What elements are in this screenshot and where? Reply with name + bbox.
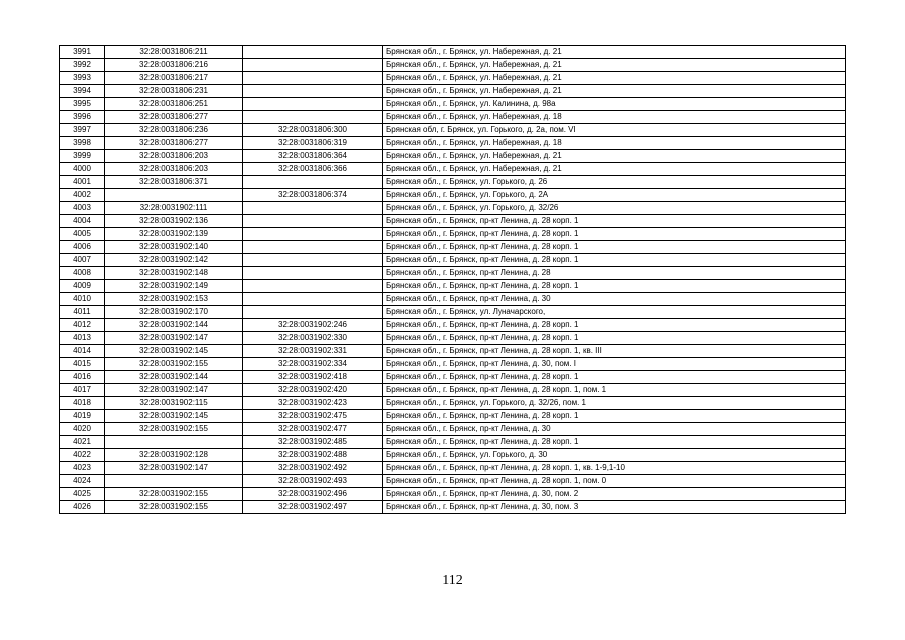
- table-row: [60, 111, 846, 124]
- table-row: [60, 137, 846, 150]
- cadastral-number-cell: 32:28:0031902:155: [105, 423, 243, 436]
- row-number-cell: 4003: [60, 202, 105, 215]
- address-cell: Брянская обл., г. Брянск, пр-кт Ленина, д. 28 корп. 1: [383, 319, 846, 332]
- premises-cadastral-number-cell: [243, 85, 383, 98]
- row-number-cell: 4011: [60, 306, 105, 319]
- address-cell: Брянская обл., г. Брянск, ул. Набережная, д. 18: [383, 137, 846, 150]
- cadastral-number-cell: 32:28:0031902:140: [105, 241, 243, 254]
- address-cell: Брянская обл., г. Брянск, пр-кт Ленина, д. 28 корп. 1: [383, 228, 846, 241]
- table-row: [60, 384, 846, 397]
- address-cell: Брянская обл., г. Брянск, ул. Калинина, д. 98а: [383, 98, 846, 111]
- cadastral-number-cell: 32:28:0031806:203: [105, 150, 243, 163]
- cadastral-number-cell: 32:28:0031806:231: [105, 85, 243, 98]
- cadastral-number-cell: [105, 475, 243, 488]
- address-cell: Брянская обл., г. Брянск, ул. Горького, д. 32/26, пом. 1: [383, 397, 846, 410]
- cadastral-number-cell: 32:28:0031902:147: [105, 384, 243, 397]
- premises-cadastral-number-cell: 32:28:0031902:488: [243, 449, 383, 462]
- row-number-cell: 4019: [60, 410, 105, 423]
- row-number-cell: 4008: [60, 267, 105, 280]
- premises-cadastral-number-cell: [243, 254, 383, 267]
- table-row: [60, 215, 846, 228]
- address-cell: Брянская обл., г. Брянск, ул. Набережная, д. 21: [383, 163, 846, 176]
- cadastral-number-cell: 32:28:0031902:145: [105, 345, 243, 358]
- row-number-cell: 3992: [60, 59, 105, 72]
- cadastral-number-cell: 32:28:0031902:155: [105, 501, 243, 514]
- address-cell: Брянская обл., г. Брянск, ул. Набережная, д. 21: [383, 59, 846, 72]
- cadastral-number-cell: 32:28:0031806:371: [105, 176, 243, 189]
- premises-cadastral-number-cell: [243, 59, 383, 72]
- cadastral-number-cell: 32:28:0031902:144: [105, 319, 243, 332]
- row-number-cell: 4004: [60, 215, 105, 228]
- row-number-cell: 4002: [60, 189, 105, 202]
- row-number-cell: 3993: [60, 72, 105, 85]
- premises-cadastral-number-cell: 32:28:0031806:319: [243, 137, 383, 150]
- table-row: [60, 410, 846, 423]
- address-cell: Брянская обл., г. Брянск, пр-кт Ленина, д. 30: [383, 423, 846, 436]
- premises-cadastral-number-cell: [243, 306, 383, 319]
- cadastral-number-cell: 32:28:0031806:277: [105, 137, 243, 150]
- row-number-cell: 4025: [60, 488, 105, 501]
- row-number-cell: 4020: [60, 423, 105, 436]
- page-number: 112: [442, 573, 463, 588]
- premises-cadastral-number-cell: [243, 202, 383, 215]
- table-row: [60, 436, 846, 449]
- premises-cadastral-number-cell: 32:28:0031902:497: [243, 501, 383, 514]
- row-number-cell: 4005: [60, 228, 105, 241]
- cadastral-number-cell: 32:28:0031902:139: [105, 228, 243, 241]
- table-row: [60, 176, 846, 189]
- table-row: [60, 488, 846, 501]
- premises-cadastral-number-cell: [243, 215, 383, 228]
- table-row: [60, 462, 846, 475]
- cadastral-number-cell: 32:28:0031902:149: [105, 280, 243, 293]
- premises-cadastral-number-cell: [243, 228, 383, 241]
- row-number-cell: 4000: [60, 163, 105, 176]
- row-number-cell: 4014: [60, 345, 105, 358]
- premises-cadastral-number-cell: 32:28:0031902:331: [243, 345, 383, 358]
- address-cell: Брянская обл., г. Брянск, ул. Набережная, д. 21: [383, 46, 846, 59]
- premises-cadastral-number-cell: 32:28:0031902:330: [243, 332, 383, 345]
- row-number-cell: 4013: [60, 332, 105, 345]
- row-number-cell: 4017: [60, 384, 105, 397]
- row-number-cell: 3998: [60, 137, 105, 150]
- premises-cadastral-number-cell: [243, 111, 383, 124]
- table-row: [60, 189, 846, 202]
- table-row: [60, 267, 846, 280]
- table-row: [60, 150, 846, 163]
- cadastral-number-cell: 32:28:0031902:147: [105, 462, 243, 475]
- premises-cadastral-number-cell: [243, 46, 383, 59]
- address-cell: Брянская обл, г. Брянск, ул. Горького, д. 2а, пом. VI: [383, 124, 846, 137]
- row-number-cell: 4018: [60, 397, 105, 410]
- cadastral-number-cell: 32:28:0031902:115: [105, 397, 243, 410]
- cadastral-number-cell: [105, 436, 243, 449]
- address-cell: Брянская обл., г. Брянск, пр-кт Ленина, д. 28 корп. 1, кв. 1-9,1-10: [383, 462, 846, 475]
- table-row: [60, 501, 846, 514]
- address-cell: Брянская обл., г. Брянск, пр-кт Ленина, д. 28 корп. 1: [383, 254, 846, 267]
- address-cell: Брянская обл., г. Брянск, ул. Горького, д. 2А: [383, 189, 846, 202]
- cadastral-number-cell: 32:28:0031806:211: [105, 46, 243, 59]
- row-number-cell: 3991: [60, 46, 105, 59]
- premises-cadastral-number-cell: [243, 98, 383, 111]
- row-number-cell: 4023: [60, 462, 105, 475]
- row-number-cell: 4009: [60, 280, 105, 293]
- address-cell: Брянская обл., г. Брянск, ул. Набережная, д. 21: [383, 72, 846, 85]
- table-row: [60, 124, 846, 137]
- cadastral-number-cell: 32:28:0031902:136: [105, 215, 243, 228]
- row-number-cell: 4006: [60, 241, 105, 254]
- table-row: [60, 358, 846, 371]
- cadastral-number-cell: 32:28:0031902:147: [105, 332, 243, 345]
- address-cell: Брянская обл., г. Брянск, пр-кт Ленина, д. 28 корп. 1: [383, 332, 846, 345]
- cadastral-number-cell: 32:28:0031806:203: [105, 163, 243, 176]
- row-number-cell: 4001: [60, 176, 105, 189]
- address-cell: Брянская обл., г. Брянск, пр-кт Ленина, д. 30, пом. 2: [383, 488, 846, 501]
- address-cell: Брянская обл., г. Брянск, пр-кт Ленина, д. 28 корп. 1, пом. 0: [383, 475, 846, 488]
- premises-cadastral-number-cell: 32:28:0031902:485: [243, 436, 383, 449]
- address-cell: Брянская обл., г. Брянск, пр-кт Ленина, д. 28 корп. 1, пом. 1: [383, 384, 846, 397]
- row-number-cell: 3996: [60, 111, 105, 124]
- address-cell: Брянская обл., г. Брянск, ул. Набережная, д. 18: [383, 111, 846, 124]
- table-row: [60, 306, 846, 319]
- premises-cadastral-number-cell: 32:28:0031902:475: [243, 410, 383, 423]
- address-cell: Брянская обл., г. Брянск, пр-кт Ленина, д. 28 корп. 1: [383, 241, 846, 254]
- row-number-cell: 4026: [60, 501, 105, 514]
- address-cell: Брянская обл., г. Брянск, ул. Луначарского,: [383, 306, 846, 319]
- address-cell: Брянская обл., г. Брянск, пр-кт Ленина, д. 28 корп. 1: [383, 215, 846, 228]
- row-number-cell: 4015: [60, 358, 105, 371]
- table-row: [60, 293, 846, 306]
- table-row: [60, 85, 846, 98]
- premises-cadastral-number-cell: [243, 280, 383, 293]
- cadastral-number-cell: [105, 189, 243, 202]
- table-row: [60, 423, 846, 436]
- table-row: [60, 371, 846, 384]
- table-row: [60, 46, 846, 59]
- premises-cadastral-number-cell: [243, 293, 383, 306]
- row-number-cell: 3999: [60, 150, 105, 163]
- premises-cadastral-number-cell: 32:28:0031806:300: [243, 124, 383, 137]
- premises-cadastral-number-cell: 32:28:0031902:246: [243, 319, 383, 332]
- row-number-cell: 3994: [60, 85, 105, 98]
- address-cell: Брянская обл., г. Брянск, пр-кт Ленина, д. 28: [383, 267, 846, 280]
- row-number-cell: 4021: [60, 436, 105, 449]
- premises-cadastral-number-cell: 32:28:0031902:334: [243, 358, 383, 371]
- row-number-cell: 4012: [60, 319, 105, 332]
- address-cell: Брянская обл., г. Брянск, ул. Набережная, д. 21: [383, 150, 846, 163]
- cadastral-number-cell: 32:28:0031902:144: [105, 371, 243, 384]
- cadastral-number-cell: 32:28:0031806:216: [105, 59, 243, 72]
- table-row: [60, 280, 846, 293]
- row-number-cell: 4016: [60, 371, 105, 384]
- address-cell: Брянская обл., г. Брянск, ул. Набережная, д. 21: [383, 85, 846, 98]
- registry-table: [59, 45, 846, 514]
- premises-cadastral-number-cell: 32:28:0031902:493: [243, 475, 383, 488]
- premises-cadastral-number-cell: 32:28:0031806:366: [243, 163, 383, 176]
- cadastral-number-cell: 32:28:0031902:155: [105, 488, 243, 501]
- address-cell: Брянская обл., г. Брянск, пр-кт Ленина, д. 28 корп. 1: [383, 436, 846, 449]
- cadastral-number-cell: 32:28:0031902:128: [105, 449, 243, 462]
- premises-cadastral-number-cell: [243, 267, 383, 280]
- premises-cadastral-number-cell: 32:28:0031806:364: [243, 150, 383, 163]
- premises-cadastral-number-cell: 32:28:0031902:496: [243, 488, 383, 501]
- table-row: [60, 241, 846, 254]
- address-cell: Брянская обл., г. Брянск, пр-кт Ленина, д. 28 корп. 1, кв. III: [383, 345, 846, 358]
- row-number-cell: 3995: [60, 98, 105, 111]
- cadastral-number-cell: 32:28:0031902:170: [105, 306, 243, 319]
- cadastral-number-cell: 32:28:0031902:111: [105, 202, 243, 215]
- premises-cadastral-number-cell: [243, 176, 383, 189]
- row-number-cell: 4010: [60, 293, 105, 306]
- cadastral-number-cell: 32:28:0031806:236: [105, 124, 243, 137]
- cadastral-number-cell: 32:28:0031902:155: [105, 358, 243, 371]
- premises-cadastral-number-cell: [243, 241, 383, 254]
- table-row: [60, 59, 846, 72]
- premises-cadastral-number-cell: 32:28:0031902:477: [243, 423, 383, 436]
- premises-cadastral-number-cell: 32:28:0031806:374: [243, 189, 383, 202]
- table-row: [60, 475, 846, 488]
- premises-cadastral-number-cell: 32:28:0031902:420: [243, 384, 383, 397]
- table-row: [60, 163, 846, 176]
- premises-cadastral-number-cell: 32:28:0031902:492: [243, 462, 383, 475]
- address-cell: Брянская обл., г. Брянск, пр-кт Ленина, д. 28 корп. 1: [383, 410, 846, 423]
- address-cell: Брянская обл., г. Брянск, пр-кт Ленина, д. 28 корп. 1: [383, 280, 846, 293]
- cadastral-number-cell: 32:28:0031806:251: [105, 98, 243, 111]
- premises-cadastral-number-cell: 32:28:0031902:418: [243, 371, 383, 384]
- address-cell: Брянская обл., г. Брянск, ул. Горького, д. 32/26: [383, 202, 846, 215]
- registry-table-body: [60, 46, 846, 514]
- table-row: [60, 397, 846, 410]
- table-row: [60, 98, 846, 111]
- cadastral-number-cell: 32:28:0031902:153: [105, 293, 243, 306]
- cadastral-number-cell: 32:28:0031806:217: [105, 72, 243, 85]
- address-cell: Брянская обл., г. Брянск, пр-кт Ленина, д. 30, пом. 3: [383, 501, 846, 514]
- table-row: [60, 345, 846, 358]
- address-cell: Брянская обл., г. Брянск, пр-кт Ленина, д. 30, пом. I: [383, 358, 846, 371]
- row-number-cell: 4007: [60, 254, 105, 267]
- address-cell: Брянская обл., г. Брянск, ул. Горького, д. 30: [383, 449, 846, 462]
- premises-cadastral-number-cell: 32:28:0031902:423: [243, 397, 383, 410]
- cadastral-number-cell: 32:28:0031902:145: [105, 410, 243, 423]
- table-row: [60, 332, 846, 345]
- row-number-cell: 4022: [60, 449, 105, 462]
- row-number-cell: 3997: [60, 124, 105, 137]
- cadastral-number-cell: 32:28:0031902:142: [105, 254, 243, 267]
- row-number-cell: 4024: [60, 475, 105, 488]
- table-row: [60, 254, 846, 267]
- table-row: [60, 202, 846, 215]
- address-cell: Брянская обл., г. Брянск, ул. Горького, д. 26: [383, 176, 846, 189]
- table-row: [60, 449, 846, 462]
- cadastral-number-cell: 32:28:0031806:277: [105, 111, 243, 124]
- table-row: [60, 319, 846, 332]
- cadastral-number-cell: 32:28:0031902:148: [105, 267, 243, 280]
- premises-cadastral-number-cell: [243, 72, 383, 85]
- table-row: [60, 72, 846, 85]
- address-cell: Брянская обл., г. Брянск, пр-кт Ленина, д. 28 корп. 1: [383, 371, 846, 384]
- address-cell: Брянская обл., г. Брянск, пр-кт Ленина, д. 30: [383, 293, 846, 306]
- table-row: [60, 228, 846, 241]
